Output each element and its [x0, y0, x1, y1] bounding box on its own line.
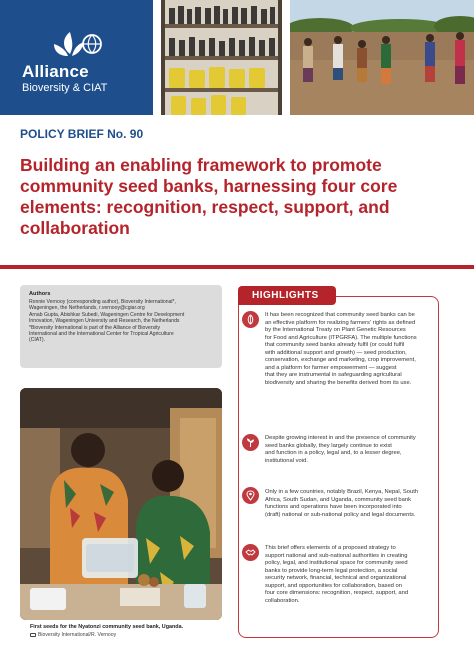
authors-line: Ronnie Vernooy (corresponding author), Bioversity International*,: [29, 299, 176, 305]
seed-bank-shelves-photo: [161, 0, 282, 115]
highlight-line: and function in a policy, legal and, to a lesser degree,: [265, 450, 402, 457]
authors-line: Innovation, Wageningen University and Research, the Netherlands: [29, 318, 180, 325]
authors-line: (CIAT).: [29, 337, 46, 344]
handshake-icon: [242, 544, 259, 561]
highlights-heading: HIGHLIGHTS: [252, 290, 319, 301]
logo-text-alliance: Alliance: [22, 62, 89, 81]
photo-credit-text: Bioversity International/R. Vernooy: [38, 632, 117, 638]
highlight-line: security network, financial, technical and organizational: [265, 575, 407, 582]
highlight-line: that they are instrumental in safeguarding agricultural: [265, 372, 402, 379]
logo-text-bioversity-ciat: Bioversity & CIAT: [22, 82, 108, 94]
seed-bank-workers-photo: [20, 388, 222, 620]
highlight-line: functions and operations have been incorporated into: [265, 504, 402, 511]
title-divider: [0, 265, 474, 269]
highlight-line: This brief offers elements of a proposed strategy to: [265, 545, 396, 551]
page-header: [0, 0, 474, 115]
sprout-icon: [242, 434, 259, 451]
authors-box: [20, 285, 222, 368]
highlight-line: It has been recognized that community seed banks can be: [265, 312, 415, 318]
highlight-line: collaboration.: [265, 597, 300, 604]
highlight-line: and a platform for farmer empowerment — suggest: [265, 364, 397, 371]
authors-heading: Authors: [29, 291, 51, 297]
highlight-line: support, and opportunities for collaboration, based on: [265, 582, 402, 589]
highlight-line: institutional void.: [265, 457, 308, 464]
highlights-tab: [238, 286, 336, 305]
authors-line: International and the International Center for Tropical Agriculture: [29, 331, 174, 338]
highlight-line: by the International Treaty on Plant Genetic Resources: [265, 327, 406, 334]
leaf-globe-logo-icon: [52, 30, 104, 60]
authors-line: Arnab Gupta, Abishkar Subedi, Wageningen Centre for Development: [29, 311, 185, 318]
highlight-line: (draft) national or sub-national policy and legal documents.: [265, 511, 416, 518]
photo-caption-title: First seeds for the Nyatonzi community seed bank, Uganda.: [30, 624, 184, 630]
camera-icon: [30, 633, 36, 637]
highlight-line: that community seed banks already fulfil (or could fulfil: [265, 342, 405, 349]
document-title: Building an enabling framework to promote community seed banks, harnessing four core elements: recognition, respect, support, and collaboration: [20, 155, 398, 238]
seed-icon: [242, 311, 259, 328]
highlight-line: Africa, South Sudan, and Uganda, community seed bank: [265, 496, 411, 503]
photo-caption-credit: [30, 632, 116, 638]
highlight-line: support national and sub-national authorities in creating: [265, 552, 408, 559]
farmers-in-field-photo: [290, 0, 474, 115]
highlight-line: biodiversity and sharing the benefits derived from its use.: [265, 379, 412, 386]
highlight-line: Only in a few countries, notably Brazil, Kenya, Nepal, South: [265, 489, 419, 495]
highlight-item: [265, 545, 437, 605]
highlight-line: four core dimensions: recognition, respect, support, and: [265, 590, 409, 597]
highlight-line: seed banks globally, they largely continue to exist: [265, 442, 392, 449]
highlight-item: [265, 312, 437, 387]
highlight-line: Despite growing interest in and the presence of community: [265, 435, 416, 441]
highlight-line: with additional support and growth) — seed production,: [265, 349, 407, 356]
highlight-line: conservation, exchange and marketing, crop improvement,: [265, 357, 416, 364]
location-pin-icon: [242, 487, 259, 504]
highlight-line: an effective platform for realizing farmers' rights as defined: [265, 319, 416, 326]
policy-brief-number: POLICY BRIEF No. 90: [20, 127, 144, 141]
alliance-logo: [0, 0, 153, 115]
highlight-line: for Food and Agriculture (ITPGRFA). The multiple functions: [265, 334, 417, 341]
highlight-item: [265, 489, 437, 519]
highlight-line: policy, legal, and institutional space for community seed: [265, 560, 408, 567]
authors-line: Wageningen, the Netherlands, r.vernooy@cgiar.org: [29, 305, 145, 312]
highlight-line: banks to provide long-term legal protection, a social: [265, 567, 398, 574]
highlight-item: [265, 435, 437, 465]
authors-line: *Bioversity International is part of the Alliance of Bioversity: [29, 324, 161, 331]
